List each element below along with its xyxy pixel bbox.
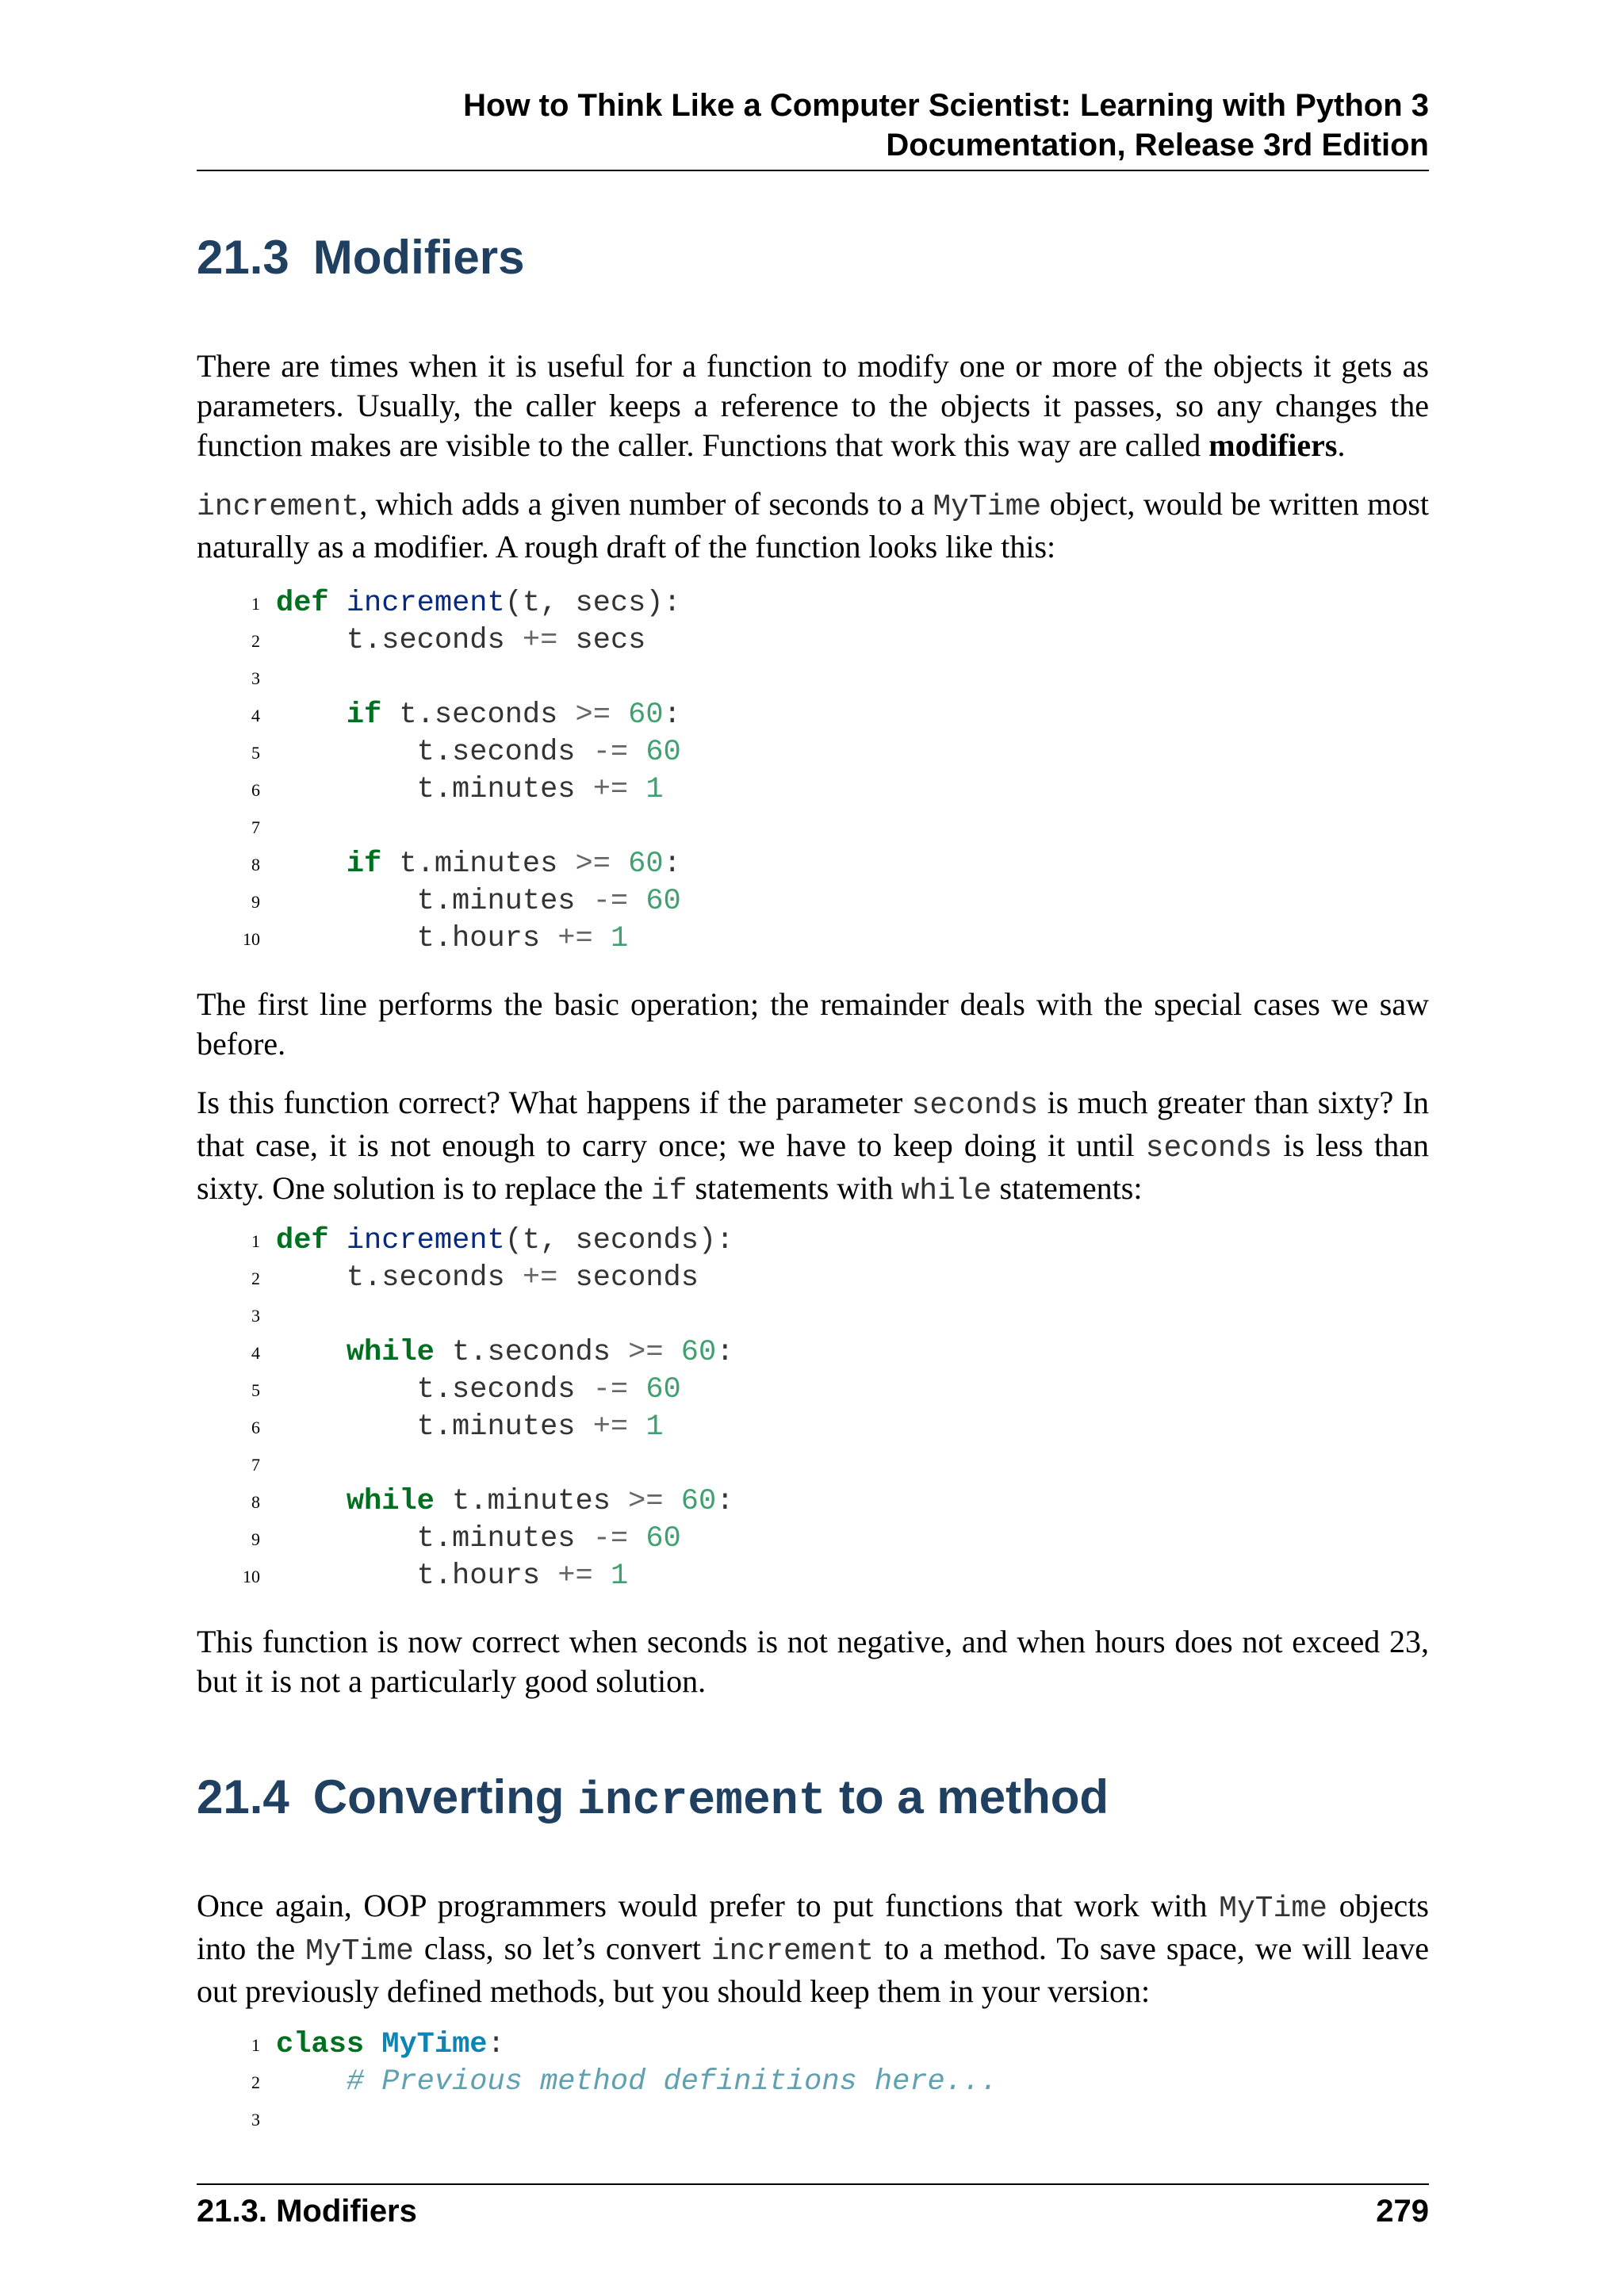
paragraph-correctness-question: Is this function correct? What happens if the parameter seconds is much greater than sixty? In that case, it is not enough to carry once; we have to keep doing it until seconds is less than sixty. One solution is to replace the if statements with while statements: xyxy=(197,1085,1430,1208)
line-number: 1 xyxy=(251,2035,260,2055)
paragraph-increment-description: increment, which adds a given number of seconds to a MyTime object, would be written most naturally as a modifier. A rough draft of the function looks like this: xyxy=(197,486,1429,564)
line-number: 3 xyxy=(251,1306,260,1326)
paragraph-oop-method-conversion: Once again, OOP programmers would prefer to put functions that work with MyTime objects into the MyTime class, so let’s convert increment to a method. To save space, we will leave out previously defined methods, but you should keep them in your version: xyxy=(197,1888,1429,2009)
paragraph-first-line-explanation: The first line performs the basic operation; the remainder deals with the special cases we saw before. xyxy=(197,986,1429,1062)
header-rule xyxy=(197,170,1429,171)
code-comment: # Previous method definitions here... xyxy=(346,2065,998,2099)
section-heading-converting-increment: 21.4 Converting increment to a method xyxy=(197,1770,1109,1827)
line-number: 4 xyxy=(251,1343,260,1363)
book-title-line-1: How to Think Like a Computer Scientist: Learning with Python 3 xyxy=(463,88,1429,123)
section-heading-modifiers xyxy=(197,230,524,285)
line-number: 6 xyxy=(251,780,260,800)
page-number: 279 xyxy=(1376,2194,1429,2229)
document-page xyxy=(197,0,1429,2296)
line-number: 5 xyxy=(251,743,260,763)
inline-code: MyTime xyxy=(305,1934,414,1969)
line-number: 9 xyxy=(251,892,260,912)
line-number: 7 xyxy=(251,817,260,837)
line-number: 10 xyxy=(243,929,260,949)
inline-code: if xyxy=(650,1174,688,1208)
inline-code: seconds xyxy=(1145,1131,1273,1165)
paragraph-modifiers-intro: There are times when it is useful for a function to modify one or more of the objects it gets as parameters. Usually, the caller keeps a reference to the objects it passes, so any changes the function makes are visible to the caller. Functions that work this way are called modifiers. xyxy=(197,348,1429,463)
line-number: 2 xyxy=(251,2072,260,2092)
section-number: 21.4 xyxy=(197,1770,289,1823)
inline-code: seconds xyxy=(911,1089,1039,1123)
section-number: 21.3 xyxy=(197,231,289,284)
line-number: 5 xyxy=(251,1380,260,1400)
line-number: 3 xyxy=(251,668,260,688)
line-number: 4 xyxy=(251,706,260,725)
inline-code: increment xyxy=(197,490,360,524)
book-title-line-2: Documentation, Release 3rd Edition xyxy=(886,128,1429,163)
footer-rule xyxy=(197,2183,1429,2185)
inline-code: increment xyxy=(710,1934,875,1969)
line-number: 7 xyxy=(251,1455,260,1475)
heading-inline-code: increment xyxy=(577,1776,826,1827)
code-block-increment-draft: 1 def increment(t, secs): 2 t.seconds += secs 3 4 if t.seconds >= 60: 5 t.seconds -= 60 6 t.minutes += 1 7 8 if t.minutes >= 60: 9 t.minutes -= 60 10 t.hours += 1 xyxy=(197,585,1429,958)
section-title: Modifiers xyxy=(312,231,525,284)
line-number: 2 xyxy=(251,1269,260,1288)
line-number: 1 xyxy=(251,1231,260,1251)
inline-code: MyTime xyxy=(1219,1892,1327,1926)
line-number: 2 xyxy=(251,631,260,651)
line-number: 9 xyxy=(251,1529,260,1549)
running-header xyxy=(197,86,1429,165)
inline-code: while xyxy=(901,1174,992,1208)
line-number: 3 xyxy=(251,2110,260,2130)
code-block-increment-while: 1 def increment(t, seconds): 2 t.seconds += seconds 3 4 while t.seconds >= 60: 5 t.seconds -= 60 6 t.minutes += 1 7 8 while t.minutes >= 60: 9 t.minutes -= 60 10 t.hours += 1 xyxy=(197,1223,1429,1595)
code-block-mytime-class: 1 class MyTime: 2 # Previous method definitions here... 3 xyxy=(197,2026,1429,2138)
paragraph-while-conclusion: This function is now correct when seconds is not negative, and when hours does not exceed 23, but it is not a particularly good solution. xyxy=(197,1624,1429,1699)
inline-code: MyTime xyxy=(933,490,1042,524)
line-number: 8 xyxy=(251,1492,260,1512)
footer-section-name: 21.3. Modifiers xyxy=(197,2194,417,2229)
term-modifiers: modifiers xyxy=(1208,427,1338,463)
line-number: 8 xyxy=(251,855,260,874)
line-number: 10 xyxy=(243,1567,260,1586)
line-number: 6 xyxy=(251,1418,260,1437)
line-number: 1 xyxy=(251,594,260,614)
